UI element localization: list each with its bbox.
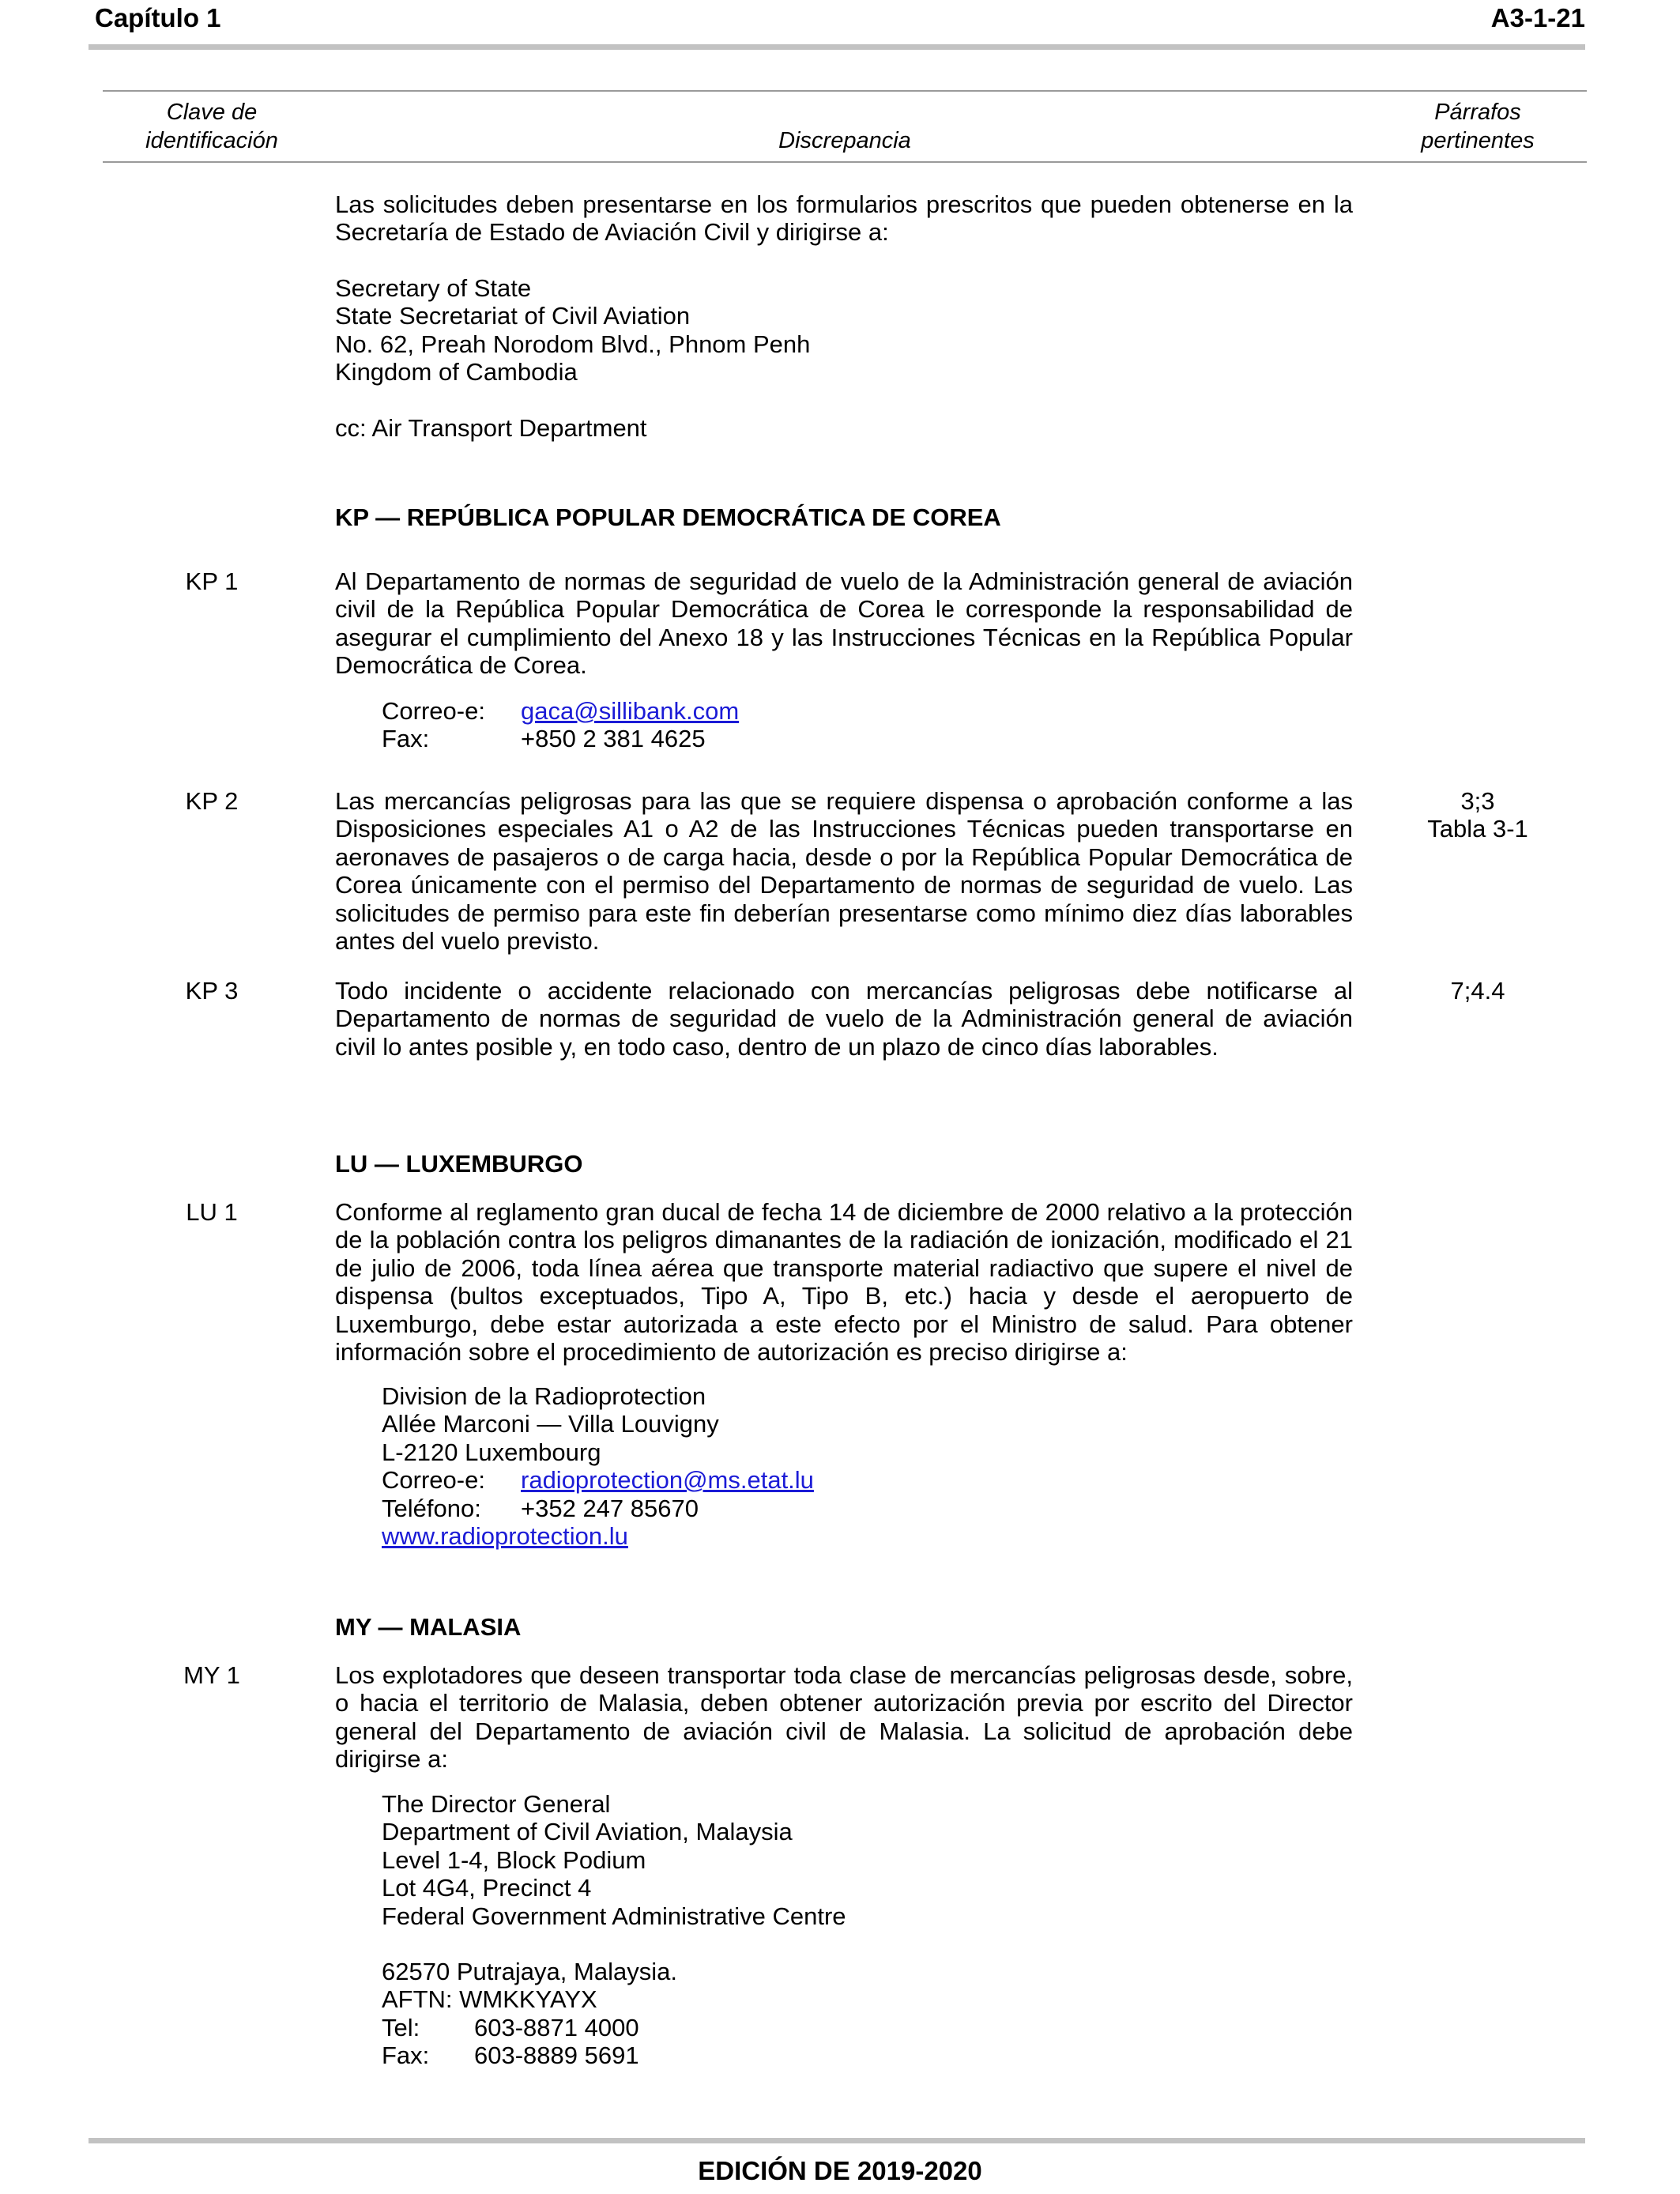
key-kp1: KP 1 xyxy=(185,567,239,595)
chapter-title: Capítulo 1 xyxy=(95,3,221,32)
website-link[interactable]: www.radioprotection.lu xyxy=(382,1522,628,1551)
section-heading-my: MY — MALASIA xyxy=(335,1613,522,1641)
footer-rule xyxy=(89,2138,1585,2143)
phone-number: +352 247 85670 xyxy=(521,1494,699,1522)
discrepancy-my1: Los explotadores que deseen transportar toda clase de mercancías peligrosas desde, sobre, o hacia el territorio de Malasia, deben obtener autorización previa por escrito del Director general del Departamento de aviación civil de Malasia. La solicitud de aprobación debe dirigirse a: xyxy=(335,1661,1353,1774)
table-header-rule xyxy=(103,161,1587,163)
tel-label: Tel: xyxy=(382,2013,420,2041)
key-lu1: LU 1 xyxy=(186,1198,238,1226)
fax-number: +850 2 381 4625 xyxy=(521,725,706,753)
my1-contact: 62570 Putrajaya, Malaysia. AFTN: WMKKYAYX Tel: 603-8871 4000 Fax: 603-8889 5691 xyxy=(382,1958,677,2070)
column-header-paragraphs: Párrafos pertinentes xyxy=(1421,100,1535,153)
email-label: Correo-e: xyxy=(382,697,485,725)
email-link[interactable]: gaca@sillibank.com xyxy=(521,697,740,725)
key-my1: MY 1 xyxy=(183,1661,240,1689)
discrepancy-kp2: Las mercancías peligrosas para las que se requiere dispensa o aprobación conforme a las Disposiciones especiales A1 o A2 de las Instrucciones Técnicas pueden transportarse en aeronaves de pasajeros o de carga hacia, desde o por la República Popular Democrática de Corea únicamente con el permiso del Departamento de normas de seguridad de vuelo. Las solicitudes de permiso para este fin deberían presentarse como mínimo diez días laborables antes del vuelo previsto. xyxy=(335,787,1353,956)
column-header-discrepancy: Discrepancia xyxy=(778,128,911,153)
fax-label: Fax: xyxy=(382,725,430,753)
key-kp3: KP 3 xyxy=(185,977,239,1005)
discrepancy-kp1: Al Departamento de normas de seguridad de vuelo de la Administración general de aviación civil de la República Popular Democrática de Corea le corresponde la responsabilidad de asegurar el cumplimiento del Anexo 18 y las Instrucciones Técnicas en la República Popular Democrática de Corea. xyxy=(335,567,1353,680)
fax-label: Fax: xyxy=(382,2041,430,2070)
section-heading-kp: KP — REPÚBLICA POPULAR DEMOCRÁTICA DE COREA xyxy=(335,503,1001,531)
table-top-rule xyxy=(103,90,1587,92)
my1-address: The Director General Department of Civil Aviation, Malaysia Level 1-4, Block Podium Lot 4G4, Precinct 4 Federal Government Administrative Centre xyxy=(382,1790,846,1930)
discrepancy-kp3: Todo incidente o accidente relacionado con mercancías peligrosas debe notificarse al Departamento de normas de seguridad de vuelo de la Administración general de aviación civil lo antes posible y, en todo caso, dentro de un plazo de cinco días laborables. xyxy=(335,977,1353,1061)
email-link[interactable]: radioprotection@ms.etat.lu xyxy=(521,1466,814,1495)
section-heading-lu: LU — LUXEMBURGO xyxy=(335,1150,583,1178)
column-header-key: Clave de identificación xyxy=(145,100,278,153)
paragraphs-kp2: 3;3 Tabla 3-1 xyxy=(1427,787,1528,843)
intro-text: Las solicitudes deben presentarse en los formularios prescritos que pueden obtenerse en la Secretaría de Estado de Aviación Civil y dirigirse a: xyxy=(335,190,1353,247)
fax-number: 603-8889 5691 xyxy=(474,2041,639,2070)
key-kp2: KP 2 xyxy=(185,787,239,815)
kp1-contact xyxy=(382,697,739,753)
edition-footer: EDICIÓN DE 2019-2020 xyxy=(698,2156,982,2185)
discrepancy-lu1: Conforme al reglamento gran ducal de fecha 14 de diciembre de 2000 relativo a la protección de la población contra los peligros dimanantes de la radiación de ionización, modificado el 21 de julio de 2006, toda línea aérea que transporte material radiactivo que supere el nivel de dispensa (bultos exceptuados, Tipo A, Tipo B, etc.) hacia y desde el aeropuerto de Luxemburgo, debe estar autorizada a este efecto por el Ministro de salud. Para obtener información sobre el procedimiento de autorización es preciso dirigirse a: xyxy=(335,1198,1353,1367)
phone-label: Teléfono: xyxy=(382,1494,481,1522)
tel-number: 603-8871 4000 xyxy=(474,2013,639,2041)
page-number: A3-1-21 xyxy=(1490,3,1585,32)
intro-address: Secretary of State State Secretariat of Civil Aviation No. 62, Preah Norodom Blvd., Phnom Penh Kingdom of Cambodia xyxy=(335,274,811,386)
email-label: Correo-e: xyxy=(382,1466,485,1495)
intro-cc: cc: Air Transport Department xyxy=(335,414,647,442)
header-rule xyxy=(89,44,1585,50)
paragraphs-kp3: 7;4.4 xyxy=(1450,977,1505,1005)
lu1-contact: Division de la Radioprotection Allée Marconi — Villa Louvigny L-2120 Luxembourg Correo-e: radioprotection@ms.etat.lu Teléfono: +352 247 85670 www.radioprotection.lu xyxy=(382,1382,814,1551)
